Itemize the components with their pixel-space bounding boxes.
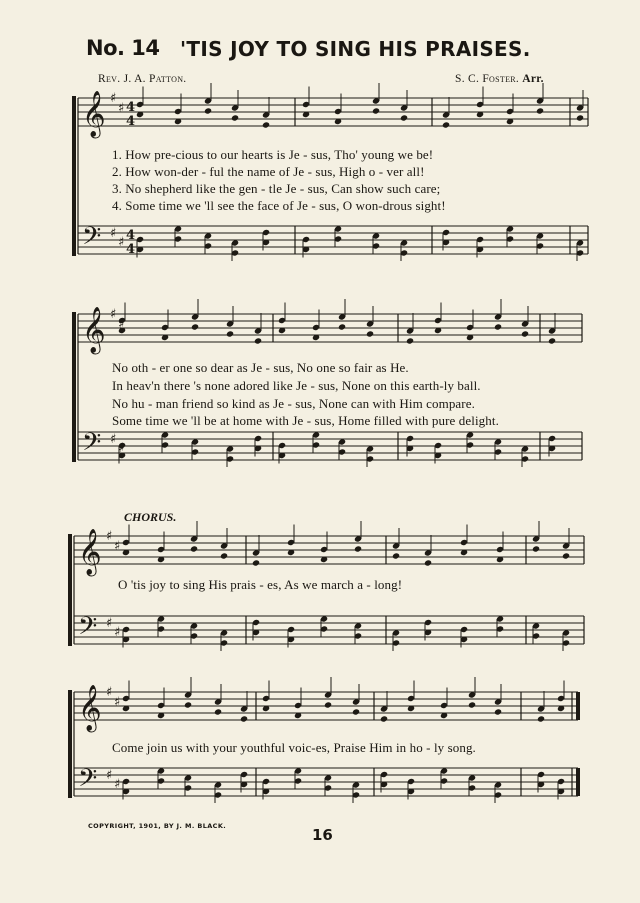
note-head xyxy=(240,715,248,722)
note-head xyxy=(254,337,262,344)
composer-name: S. C. Foster. xyxy=(455,73,520,85)
note-head xyxy=(521,330,529,337)
note-head xyxy=(372,107,380,114)
sharp-sign: ♯ xyxy=(106,685,113,700)
sharp-sign: ♯ xyxy=(110,226,117,241)
note-head xyxy=(536,107,544,114)
sharp-sign: ♯ xyxy=(106,616,113,631)
note-head xyxy=(352,708,360,715)
note-head xyxy=(220,552,228,559)
note-head xyxy=(424,559,432,566)
sharp-sign: ♯ xyxy=(118,317,125,332)
sharp-sign: ♯ xyxy=(110,432,117,447)
treble-staff xyxy=(78,299,582,345)
sharp-sign: ♯ xyxy=(118,101,125,116)
verse-1-line-2: No oth - er one so dear as Je - sus, No one so fair as He. xyxy=(112,360,409,375)
bass-staff xyxy=(74,615,584,651)
note-head xyxy=(366,330,374,337)
note-head xyxy=(562,552,570,559)
verse-4-line-1: 4. Some time we 'll see the face of Je - sus, O won-drous sight! xyxy=(112,198,446,213)
sharp-sign: ♯ xyxy=(118,441,125,456)
time-signature: 4 xyxy=(126,228,136,243)
author-credit: Rev. J. A. Patton. xyxy=(98,73,187,85)
sharp-sign: ♯ xyxy=(106,529,113,544)
time-signature: 4 xyxy=(126,100,136,115)
note-head xyxy=(380,715,388,722)
composer-credit xyxy=(455,73,544,85)
note-head xyxy=(214,708,222,715)
note-head xyxy=(231,114,239,121)
sharp-sign: ♯ xyxy=(114,695,121,710)
hymn-title: 'TIS JOY TO SING HIS PRAISES. xyxy=(180,37,531,61)
note-head xyxy=(494,323,502,330)
bass-staff xyxy=(78,225,588,261)
music-system-2 xyxy=(70,302,590,487)
sharp-sign: ♯ xyxy=(114,777,121,792)
note-head xyxy=(191,323,199,330)
sharp-sign: ♯ xyxy=(106,768,113,783)
note-head xyxy=(226,330,234,337)
note-head xyxy=(190,545,198,552)
note-head xyxy=(442,121,450,128)
note-head xyxy=(400,114,408,121)
verse-4-line-2: Some time we 'll be at home with Je - sus, Home filled with pure delight. xyxy=(112,413,499,428)
verse-3-line-2: No hu - man friend so kind as Je - sus, None can with Him compare. xyxy=(112,396,475,411)
sharp-sign: ♯ xyxy=(114,539,121,554)
note-head xyxy=(252,559,260,566)
chorus-line-1: O 'tis joy to sing His prais - es, As we march a - long! xyxy=(118,577,403,592)
sharp-sign: ♯ xyxy=(110,307,117,322)
sharp-sign: ♯ xyxy=(110,91,117,106)
chorus-label: CHORUS. xyxy=(124,510,177,524)
note-head xyxy=(537,715,545,722)
verse-2-line-2: In heav'n there 's none adored like Je - sus, None on this earth-ly ball. xyxy=(112,378,481,393)
treble-clef: 𝄞 xyxy=(78,685,102,731)
note-head xyxy=(204,107,212,114)
treble-clef: 𝄞 xyxy=(78,529,102,575)
note-head xyxy=(468,701,476,708)
hymn-number: No. 14 xyxy=(86,36,160,60)
note-head xyxy=(494,708,502,715)
note-head xyxy=(184,701,192,708)
verse-1-line-1: 1. How pre-cious to our hearts is Je - sus, Tho' young we be! xyxy=(112,147,434,162)
page-number: 16 xyxy=(312,826,333,844)
note-head xyxy=(392,552,400,559)
copyright-notice: COPYRIGHT, 1901, BY J. M. BLACK. xyxy=(88,822,227,830)
treble-staff xyxy=(78,83,588,129)
note-head xyxy=(354,545,362,552)
chorus-line-2: Come join us with your youthful voic-es, Praise Him in ho - ly song. xyxy=(112,740,476,755)
sharp-sign: ♯ xyxy=(114,625,121,640)
note-head xyxy=(532,545,540,552)
note-head xyxy=(406,337,414,344)
time-signature: 4 xyxy=(126,242,136,257)
arranger-tag: Arr. xyxy=(522,73,544,85)
treble-clef: 𝄞 xyxy=(82,307,106,353)
note-head xyxy=(576,114,584,121)
time-signature: 4 xyxy=(126,114,136,129)
treble-staff xyxy=(74,521,584,567)
verse-3-line-1: 3. No shepherd like the gen - tle Je - sus, Can show such care; xyxy=(112,181,441,196)
bass-clef: 𝄢 xyxy=(82,222,102,257)
note-head xyxy=(324,701,332,708)
treble-clef: 𝄞 xyxy=(82,91,106,137)
bass-clef: 𝄢 xyxy=(82,428,102,463)
bass-staff xyxy=(78,431,582,467)
bass-clef: 𝄢 xyxy=(78,612,98,647)
note-head xyxy=(338,323,346,330)
treble-staff xyxy=(74,677,578,723)
bass-staff xyxy=(74,767,578,803)
note-head xyxy=(262,121,270,128)
bass-clef: 𝄢 xyxy=(78,764,98,799)
sharp-sign: ♯ xyxy=(118,235,125,250)
verse-2-line-1: 2. How won-der - ful the name of Je - sus, High o - ver all! xyxy=(112,164,425,179)
note-head xyxy=(548,337,556,344)
